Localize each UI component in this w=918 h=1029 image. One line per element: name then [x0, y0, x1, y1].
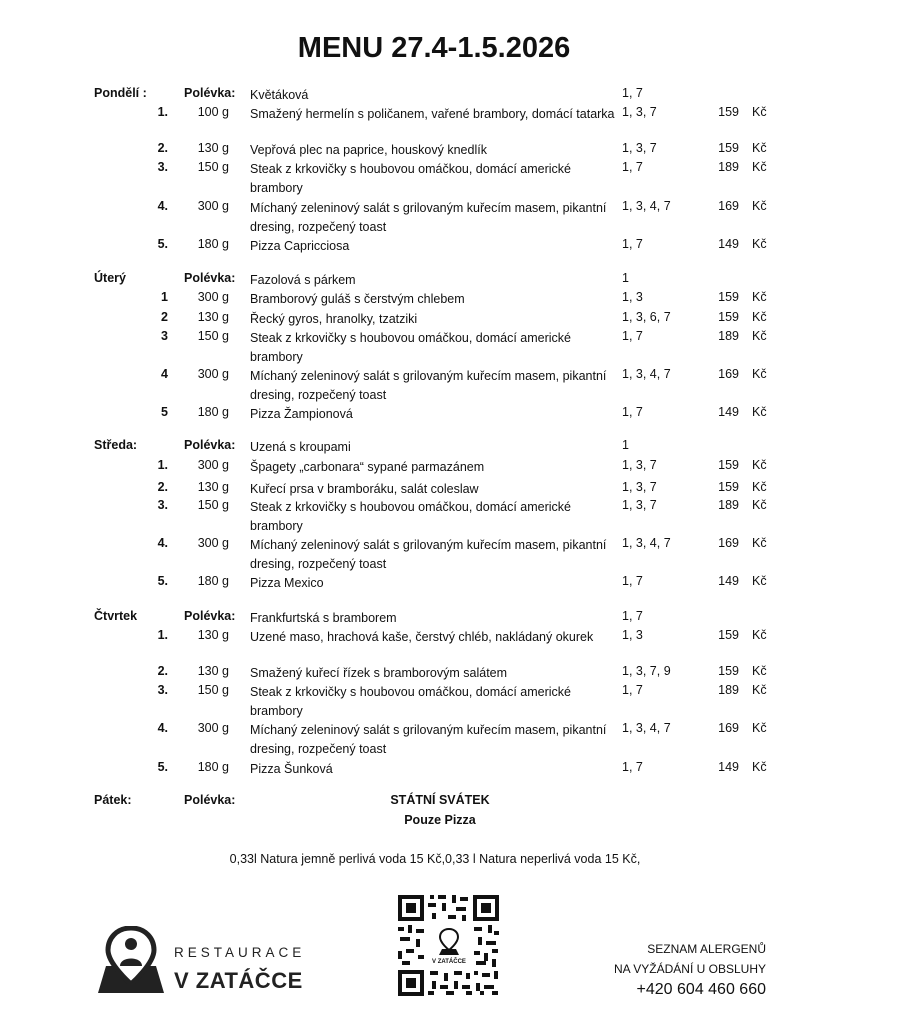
item-name: Míchaný zeleninový salát s grilovaným kuřecím masem, pikantní dresing, rozpečený toast	[250, 201, 607, 234]
item-name: Špagety „carbonara“ sypané parmazánem	[250, 460, 485, 474]
menu-item-row	[0, 628, 918, 647]
item-allergens: 1, 3, 6, 7	[622, 310, 671, 324]
contact-block	[600, 939, 766, 1001]
menu-item-row	[0, 536, 918, 571]
item-weight: 300 g	[197, 367, 229, 381]
item-name: Kuřecí prsa v bramboráku, salát coleslaw	[250, 482, 479, 496]
item-number: 5	[161, 405, 168, 419]
restaurant-logo	[96, 926, 306, 996]
item-currency: Kč	[752, 105, 767, 119]
item-number: 3.	[157, 160, 168, 174]
item-allergens: 1, 7	[622, 574, 643, 588]
item-weight: 180 g	[197, 574, 229, 588]
qr-code-icon	[396, 893, 501, 998]
soup-allergens: 1, 7	[622, 609, 643, 623]
item-allergens: 1, 7	[622, 160, 643, 174]
item-number: 4.	[157, 199, 168, 213]
item-weight: 150 g	[197, 683, 229, 697]
item-price: 169	[718, 367, 739, 381]
item-allergens: 1, 3, 4, 7	[622, 199, 671, 213]
day-label: Pátek:	[94, 793, 132, 807]
menu-item-row	[0, 574, 918, 593]
item-price: 159	[718, 628, 739, 642]
item-weight: 300 g	[197, 536, 229, 550]
item-number: 5.	[157, 760, 168, 774]
item-name: Pizza Capricciosa	[250, 239, 350, 253]
item-currency: Kč	[752, 367, 767, 381]
item-name: Uzené maso, hrachová kaše, čerstvý chléb, nakládaný okurek	[250, 630, 594, 644]
item-weight: 150 g	[197, 329, 229, 343]
item-price: 159	[718, 105, 739, 119]
item-weight: 300 g	[197, 458, 229, 472]
item-price: 189	[718, 498, 739, 512]
item-weight: 300 g	[197, 290, 229, 304]
soup-label: Polévka:	[184, 271, 236, 285]
day-soup-row	[0, 438, 918, 457]
item-price: 189	[718, 683, 739, 697]
item-weight: 180 g	[197, 237, 229, 251]
soup-label: Polévka:	[184, 86, 236, 100]
item-currency: Kč	[752, 405, 767, 419]
item-name: Pizza Mexico	[250, 576, 324, 590]
item-price: 159	[718, 310, 739, 324]
item-name: Bramborový guláš s čerstvým chlebem	[250, 292, 465, 306]
menu-item-row	[0, 141, 918, 160]
menu-item-row	[0, 310, 918, 329]
item-price: 159	[718, 664, 739, 678]
menu-item-row	[0, 664, 918, 683]
soup-allergens: 1	[622, 438, 629, 452]
item-number: 3	[161, 329, 168, 343]
item-name: Steak z krkovičky s houbovou omáčkou, domácí americké brambory	[250, 500, 571, 533]
soup-label: Polévka:	[184, 793, 236, 807]
item-price: 149	[718, 405, 739, 419]
item-allergens: 1, 3, 7	[622, 458, 657, 472]
day-soup-row	[0, 271, 918, 290]
item-name: Míchaný zeleninový salát s grilovaným kuřecím masem, pikantní dresing, rozpečený toast	[250, 369, 607, 402]
item-number: 2.	[157, 664, 168, 678]
item-price: 169	[718, 536, 739, 550]
item-name: Steak z krkovičky s houbovou omáčkou, domácí americké brambory	[250, 685, 571, 718]
item-weight: 300 g	[197, 199, 229, 213]
item-allergens: 1, 7	[622, 683, 643, 697]
menu-item-row	[0, 237, 918, 256]
day-soup-row	[0, 609, 918, 628]
soup-name: Květáková	[250, 88, 309, 102]
item-number: 1.	[157, 628, 168, 642]
item-allergens: 1, 3, 7, 9	[622, 664, 671, 678]
item-price: 149	[718, 760, 739, 774]
day-label: Středa:	[94, 438, 138, 452]
logo-text-top: RESTAURACE	[174, 945, 306, 960]
item-weight: 100 g	[197, 105, 229, 119]
soup-allergens: 1	[622, 271, 629, 285]
allergen-list-note: SEZNAM ALERGENŮ	[647, 942, 766, 956]
item-number: 3.	[157, 498, 168, 512]
item-currency: Kč	[752, 480, 767, 494]
item-name: Steak z krkovičky s houbovou omáčkou, domácí americké brambory	[250, 162, 571, 195]
item-price: 159	[718, 458, 739, 472]
item-currency: Kč	[752, 290, 767, 304]
item-currency: Kč	[752, 664, 767, 678]
holiday-note: Pouze Pizza	[404, 813, 476, 827]
item-weight: 180 g	[197, 760, 229, 774]
item-price: 149	[718, 574, 739, 588]
day-label: Úterý	[94, 271, 126, 285]
item-number: 2.	[157, 141, 168, 155]
item-weight: 130 g	[197, 310, 229, 324]
item-allergens: 1, 3, 7	[622, 141, 657, 155]
item-price: 159	[718, 290, 739, 304]
phone-number[interactable]: +420 604 460 660	[636, 981, 766, 998]
menu-item-row	[0, 480, 918, 499]
item-weight: 130 g	[197, 664, 229, 678]
item-currency: Kč	[752, 458, 767, 472]
menu-title: MENU 27.4-1.5.2026	[297, 32, 571, 64]
menu-item-row	[0, 329, 918, 364]
item-number: 1.	[157, 458, 168, 472]
item-allergens: 1, 7	[622, 760, 643, 774]
logo-text-bottom: V ZATÁČCE	[174, 968, 303, 993]
item-currency: Kč	[752, 310, 767, 324]
item-weight: 130 g	[197, 141, 229, 155]
item-currency: Kč	[752, 683, 767, 697]
item-name: Smažený hermelín s poličanem, vařené brambory, domácí tatarka	[250, 107, 615, 121]
map-pin-icon	[96, 926, 166, 996]
soup-name: Frankfurtská s bramborem	[250, 611, 397, 625]
qr-caption: V ZATÁČCE	[432, 959, 466, 965]
item-allergens: 1, 7	[622, 329, 643, 343]
item-weight: 180 g	[197, 405, 229, 419]
item-currency: Kč	[752, 760, 767, 774]
item-number: 5.	[157, 237, 168, 251]
item-currency: Kč	[752, 574, 767, 588]
item-currency: Kč	[752, 628, 767, 642]
item-price: 169	[718, 721, 739, 735]
item-currency: Kč	[752, 141, 767, 155]
item-currency: Kč	[752, 498, 767, 512]
water-note: 0,33l Natura jemně perlivá voda 15 Kč,0,33 l Natura neperlivá voda 15 Kč,	[229, 852, 641, 866]
menu-item-row	[0, 199, 918, 234]
item-name: Míchaný zeleninový salát s grilovaným kuřecím masem, pikantní dresing, rozpečený toast	[250, 538, 607, 571]
item-number: 2	[161, 310, 168, 324]
menu-item-row	[0, 721, 918, 756]
soup-allergens: 1, 7	[622, 86, 643, 100]
menu-item-row	[0, 160, 918, 195]
item-currency: Kč	[752, 199, 767, 213]
item-price: 169	[718, 199, 739, 213]
item-allergens: 1, 7	[622, 237, 643, 251]
item-allergens: 1, 3, 4, 7	[622, 536, 671, 550]
item-weight: 130 g	[197, 480, 229, 494]
item-price: 189	[718, 160, 739, 174]
item-weight: 150 g	[197, 160, 229, 174]
menu-item-row	[0, 105, 918, 124]
soup-name: Uzená s kroupami	[250, 440, 351, 454]
menu-item-row	[0, 367, 918, 402]
item-number: 1	[161, 290, 168, 304]
item-name: Pizza Šunková	[250, 762, 333, 776]
item-name: Steak z krkovičky s houbovou omáčkou, domácí americké brambory	[250, 331, 571, 364]
item-allergens: 1, 3, 7	[622, 498, 657, 512]
item-price: 159	[718, 141, 739, 155]
item-currency: Kč	[752, 536, 767, 550]
item-name: Míchaný zeleninový salát s grilovaným kuřecím masem, pikantní dresing, rozpečený toast	[250, 723, 607, 756]
item-weight: 130 g	[197, 628, 229, 642]
allergen-request-note: NA VYŽÁDÁNÍ U OBSLUHY	[613, 962, 766, 976]
item-number: 3.	[157, 683, 168, 697]
item-name: Smažený kuřecí řízek s bramborovým salátem	[250, 666, 508, 680]
menu-item-row	[0, 683, 918, 718]
item-allergens: 1, 3, 4, 7	[622, 367, 671, 381]
menu-item-row	[0, 760, 918, 779]
item-number: 4.	[157, 536, 168, 550]
item-name: Vepřová plec na paprice, houskový knedlík	[250, 143, 487, 157]
soup-name: Fazolová s párkem	[250, 273, 356, 287]
item-currency: Kč	[752, 237, 767, 251]
item-name: Řecký gyros, hranolky, tzatziki	[250, 312, 418, 326]
menu-item-row	[0, 405, 918, 424]
item-allergens: 1, 7	[622, 405, 643, 419]
menu-item-row	[0, 458, 918, 477]
soup-label: Polévka:	[184, 438, 236, 452]
day-label: Pondělí :	[94, 86, 147, 100]
item-number: 4	[161, 367, 168, 381]
item-name: Pizza Žampionová	[250, 407, 353, 421]
item-currency: Kč	[752, 160, 767, 174]
item-allergens: 1, 3, 7	[622, 105, 657, 119]
holiday-notice: STÁTNÍ SVÁTEK	[390, 793, 490, 807]
soup-label: Polévka:	[184, 609, 236, 623]
item-number: 2.	[157, 480, 168, 494]
item-allergens: 1, 3	[622, 628, 643, 642]
menu-item-row	[0, 498, 918, 533]
item-price: 159	[718, 480, 739, 494]
item-weight: 150 g	[197, 498, 229, 512]
item-price: 189	[718, 329, 739, 343]
day-soup-row	[0, 86, 918, 105]
menu-item-row	[0, 290, 918, 309]
item-allergens: 1, 3, 7	[622, 480, 657, 494]
item-allergens: 1, 3	[622, 290, 643, 304]
item-weight: 300 g	[197, 721, 229, 735]
item-currency: Kč	[752, 329, 767, 343]
item-number: 1.	[157, 105, 168, 119]
item-allergens: 1, 3, 4, 7	[622, 721, 671, 735]
item-currency: Kč	[752, 721, 767, 735]
item-number: 5.	[157, 574, 168, 588]
item-number: 4.	[157, 721, 168, 735]
item-price: 149	[718, 237, 739, 251]
day-label: Čtvrtek	[94, 609, 138, 623]
